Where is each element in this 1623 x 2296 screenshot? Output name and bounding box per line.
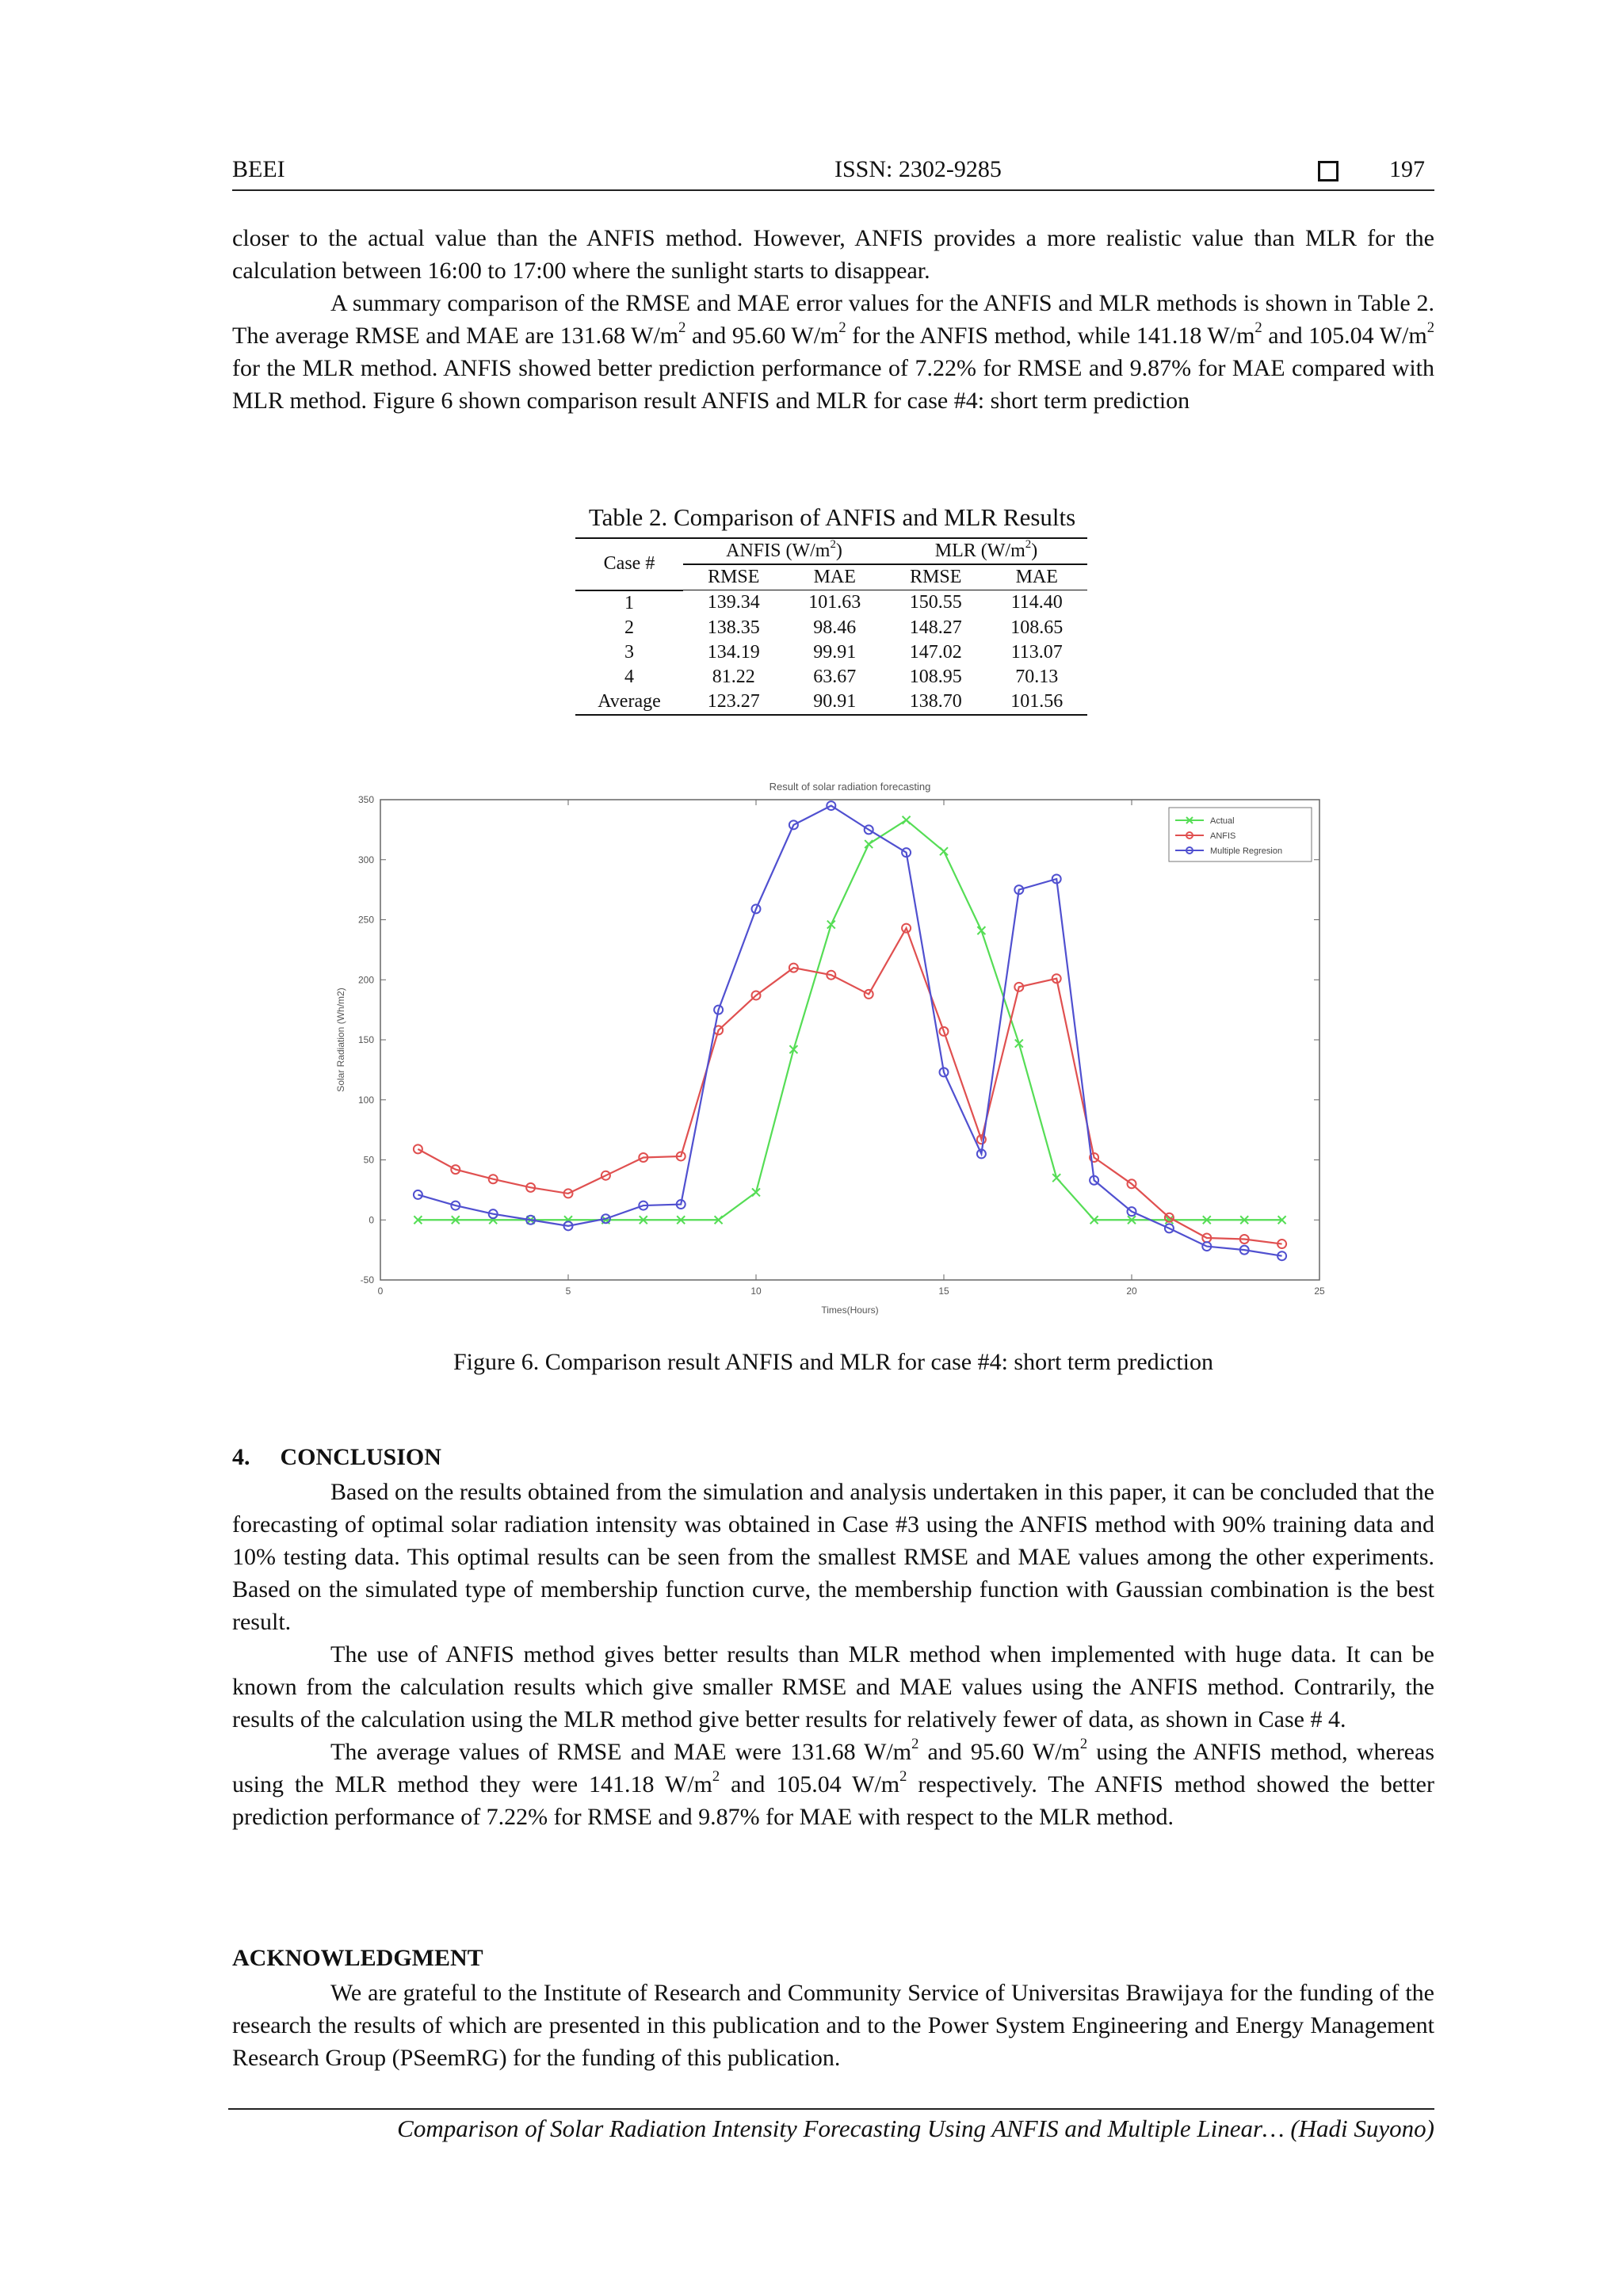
- y-tick-label: 250: [357, 914, 374, 926]
- y-tick-label: 0: [369, 1214, 374, 1226]
- section-number: 4.: [232, 1444, 250, 1470]
- table-cell: 3: [624, 641, 634, 663]
- x-tick-label: 5: [565, 1286, 571, 1297]
- superscript: 2: [1025, 537, 1032, 551]
- table-cell: 150.55: [909, 592, 962, 613]
- table-row: [575, 590, 1087, 616]
- x-tick-label: 25: [1314, 1286, 1325, 1297]
- superscript: 2: [899, 1768, 907, 1786]
- checkbox-glyph-icon: [1318, 161, 1338, 181]
- y-tick-label: 50: [363, 1154, 374, 1166]
- conclusion-paragraph: The use of ANFIS method gives better results than MLR method when implemented with huge data. It can be known from the calculation results which give smaller RMSE and MAE values using the ANFIS method. Contrarily, the results of the calculation using the MLR method give better results for relatively fewer of data, as shown in Case # 4.: [232, 1641, 1434, 1733]
- table-cell: 1: [624, 592, 634, 613]
- table-title: Table 2. Comparison of ANFIS and MLR Results: [588, 503, 1076, 531]
- text-run: ): [1031, 541, 1038, 561]
- table-cell: Average: [598, 690, 661, 712]
- conclusion-paragraph: Based on the results obtained from the simulation and analysis undertaken in this paper, it can be concluded that the forecasting of optimal solar radiation intensity was obtained in Case #3 using the ANFIS method with 90% training data and 10% testing data. This optimal results can be seen from the smallest RMSE and MAE values among the other experiments. Based on the simulated type of membership function curve, the membership function with Gaussian combination is the best result.: [232, 1479, 1434, 1635]
- text-run: for the MLR method. ANFIS showed better prediction performance of 7.22% for RMSE and 9.87% for MAE compared with MLR method. Figure 6 shown comparison result ANFIS and MLR for case #4: short term prediction: [232, 355, 1434, 414]
- page-number: 197: [1389, 156, 1425, 182]
- text-run: and 95.60 W/m: [685, 323, 839, 349]
- table-cell: 98.46: [813, 617, 857, 638]
- superscript: 2: [1079, 1736, 1088, 1753]
- chart-legend: [1169, 808, 1312, 861]
- x-tick-label: 0: [377, 1286, 384, 1297]
- superscript: 2: [712, 1768, 720, 1786]
- y-axis-label: Solar Radiation (Wh/m2): [335, 988, 346, 1092]
- running-footer: Comparison of Solar Radiation Intensity Forecasting Using ANFIS and Multiple Linear… (Hadi Suyono): [397, 2115, 1434, 2142]
- text-run: A summary comparison of the RMSE and MAE error values for the ANFIS and MLR methods is shown in Table 2. The average RMSE and MAE are 131.68 W/m: [232, 290, 1434, 349]
- page-header: [232, 155, 1434, 191]
- text-run: The average values of RMSE and MAE were 131.68 W/m: [330, 1739, 912, 1765]
- acknowledgment-heading: ACKNOWLEDGMENT: [232, 1945, 483, 1971]
- superscript: 2: [830, 537, 836, 551]
- text-run: using the ANFIS method, whereas using the MLR method they were 141.18 W/m: [232, 1739, 1434, 1797]
- y-tick-label: 150: [357, 1034, 374, 1045]
- x-tick-label: 20: [1126, 1286, 1137, 1297]
- superscript: 2: [1426, 319, 1434, 337]
- x-tick-label: 15: [938, 1286, 949, 1297]
- table-cell: 134.19: [707, 641, 760, 663]
- text-run: for the ANFIS method, while 141.18 W/m: [846, 323, 1255, 349]
- text-run: MLR (W/m: [934, 541, 1025, 561]
- table-cell: 2: [624, 617, 634, 638]
- table-cell: 114.40: [1010, 592, 1063, 613]
- table-cell: 99.91: [813, 641, 857, 663]
- journal-name: BEEI: [232, 156, 285, 182]
- legend-label: ANFIS: [1210, 831, 1236, 841]
- table-cell: 113.07: [1010, 641, 1063, 663]
- table-cell: 138.70: [909, 690, 962, 712]
- figure-caption: Figure 6. Comparison result ANFIS and MLR for case #4: short term prediction: [453, 1349, 1214, 1375]
- text-run: ANFIS (W/m: [726, 541, 831, 561]
- acknowledgment-paragraph: We are grateful to the Institute of Research and Community Service of Universitas Brawijaya for the funding of the research the results of which are presented in this publication and to the Power System Engineering and Energy Management Research Group (PSeemRG) for the funding of this publication.: [232, 1980, 1434, 2071]
- table-header-row: [575, 538, 1087, 564]
- text-run: respectively. The ANFIS method showed the better prediction performance of 7.22% for RMSE and 9.87% for MAE with respect to the MLR method.: [232, 1771, 1434, 1830]
- table-cell: 147.02: [909, 641, 962, 663]
- case-header: Case #: [575, 538, 683, 590]
- text-run: ): [835, 541, 842, 561]
- acknowledgment-body: [232, 1977, 1434, 2074]
- mlr-header: [885, 538, 1087, 564]
- superscript: 2: [838, 319, 846, 337]
- superscript: 2: [678, 319, 686, 337]
- results-table-wrap: [575, 537, 1087, 716]
- footer-rule: [228, 2108, 1434, 2110]
- text-run: and 105.04 W/m: [1262, 323, 1427, 349]
- table-cell: 63.67: [813, 666, 857, 687]
- intro-section: [232, 222, 1434, 417]
- plot-area: [380, 800, 1319, 1280]
- x-tick-label: 10: [750, 1286, 762, 1297]
- text-run: and 105.04 W/m: [720, 1771, 900, 1797]
- table-row: [575, 640, 1087, 665]
- chart-title: Result of solar radiation forecasting: [769, 781, 931, 793]
- y-tick-label: -50: [360, 1274, 374, 1286]
- table-cell: 123.27: [707, 690, 760, 712]
- superscript: 2: [1254, 319, 1262, 337]
- table-cell: 101.56: [1010, 690, 1064, 712]
- y-tick-label: 200: [357, 974, 374, 986]
- table-cell: 90.91: [813, 690, 857, 712]
- table-cell: 148.27: [909, 617, 962, 638]
- subheader-cell: MAE: [1015, 567, 1058, 587]
- conclusion-heading: [232, 1444, 441, 1471]
- legend-label: Actual: [1210, 816, 1235, 826]
- table-cell: 81.22: [712, 666, 755, 687]
- section-title: CONCLUSION: [280, 1444, 441, 1470]
- subheader-cell: RMSE: [708, 567, 760, 587]
- table-row: [575, 690, 1087, 715]
- conclusion-body: [232, 1476, 1434, 1833]
- subheader-cell: MAE: [813, 567, 856, 587]
- x-axis-label: Times(Hours): [821, 1305, 879, 1316]
- anfis-header: [683, 538, 885, 564]
- intro-paragraph: closer to the actual value than the ANFIS method. However, ANFIS provides a more realistic value than MLR for the calculation between 16:00 to 17:00 where the sunlight starts to disappear.: [232, 225, 1434, 284]
- conclusion-paragraph: [232, 1736, 1434, 1833]
- subheader-cell: RMSE: [910, 567, 962, 587]
- table-cell: 70.13: [1015, 666, 1059, 687]
- y-tick-label: 100: [357, 1094, 374, 1106]
- table-row: [575, 616, 1087, 640]
- results-table: [575, 537, 1087, 716]
- table-cell: 108.65: [1010, 617, 1064, 638]
- y-tick-label: 350: [357, 794, 374, 805]
- y-tick-label: 300: [357, 854, 374, 865]
- table-cell: 139.34: [707, 592, 760, 613]
- table-cell: 138.35: [707, 617, 760, 638]
- table-cell: 4: [624, 666, 634, 687]
- text-run: and 95.60 W/m: [918, 1739, 1080, 1765]
- summary-paragraph: [232, 287, 1434, 417]
- table-row: [575, 665, 1087, 690]
- table-cell: 108.95: [909, 666, 962, 687]
- superscript: 2: [911, 1736, 919, 1753]
- table-cell: 101.63: [808, 592, 861, 613]
- legend-label: Multiple Regresion: [1210, 846, 1283, 856]
- issn: ISSN: 2302-9285: [834, 156, 1002, 182]
- solar-radiation-chart: [325, 773, 1331, 1320]
